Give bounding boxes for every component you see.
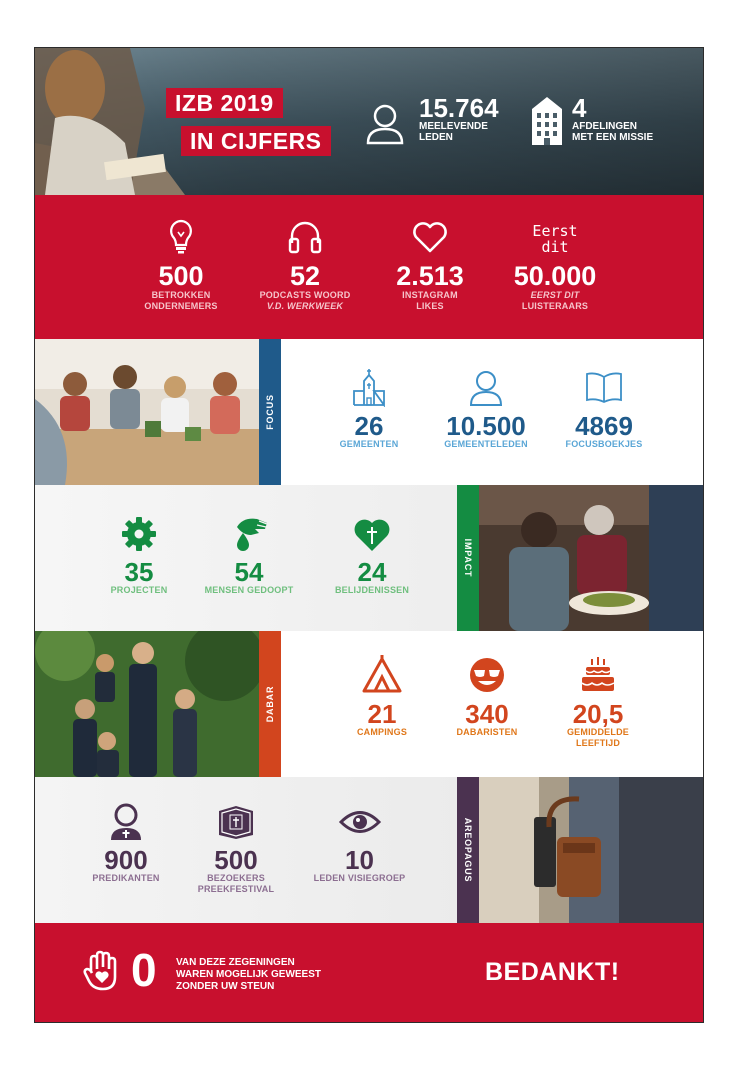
eerst-dit-logo-line-2: dit (541, 238, 569, 256)
instagram-label-2: LIKES (416, 300, 444, 311)
age-label-2: LEEFTIJD (575, 737, 621, 748)
focus-photo (35, 339, 259, 485)
tent-icon (362, 655, 402, 695)
dabarists-stat (437, 655, 537, 738)
podcasts-label-1: PODCASTS WOORD (259, 290, 351, 300)
instagram-label-1: INSTAGRAM (402, 290, 458, 300)
impact-band (35, 485, 703, 631)
heart-icon (411, 219, 449, 255)
book-icon (584, 369, 624, 407)
age-stat (543, 655, 653, 748)
departments-stat (572, 95, 653, 143)
focus-tab (259, 339, 281, 485)
members-value: 15.764 (419, 93, 499, 123)
dabar-photo (35, 631, 259, 777)
highlights-band (35, 195, 703, 339)
projects-stat (89, 515, 189, 596)
entrepreneurs-label-2: ONDERNEMERS (144, 300, 218, 311)
confessions-value: 24 (357, 557, 387, 587)
congregations-value: 26 (354, 411, 384, 441)
footer-text-line-3: ZONDER UW STEUN (176, 981, 275, 992)
gear-icon (120, 515, 158, 553)
confessions-stat (317, 515, 427, 596)
members-focus-value: 10.500 (446, 411, 526, 441)
pastors-value: 900 (104, 845, 148, 875)
projects-value: 35 (124, 557, 154, 587)
pastor-icon (107, 803, 145, 841)
heart-cross-icon (353, 515, 391, 553)
pastors-stat (71, 803, 181, 884)
podcasts-stat (245, 219, 365, 311)
dabar-tab (259, 631, 281, 777)
dabarists-value: 340 (465, 699, 509, 729)
smiley-sunglasses-icon (467, 655, 507, 695)
entrepreneurs-label-1: BETROKKEN (151, 290, 211, 300)
podcasts-label-2: V.D. WERKWEEK (266, 300, 344, 311)
pastors-label: PREDIKANTEN (92, 873, 160, 883)
eerst-dit-stat (500, 219, 610, 311)
booklets-label: FOCUSBOEKJES (565, 439, 643, 449)
age-value: 20,5 (572, 699, 624, 729)
departments-value: 4 (572, 93, 587, 123)
areopagus-tab-label: AREOPAGUS (463, 817, 473, 883)
lightbulb-icon (169, 219, 193, 255)
title-line-2: IN CIJFERS (181, 126, 331, 156)
focus-tab-label: FOCUS (265, 394, 275, 430)
visiongroup-stat (297, 803, 422, 884)
members-focus-stat (431, 369, 541, 450)
visitors-label-1: BEZOEKERS (207, 873, 265, 883)
visitors-stat (181, 803, 291, 894)
dabar-tab-label: DABAR (265, 685, 275, 723)
person-icon (365, 103, 405, 145)
headphones-icon (287, 219, 323, 255)
eerst-dit-logo-line-1: Eerst (532, 222, 578, 240)
members-focus-label: GEMEENTELEDEN (444, 439, 528, 449)
dabarists-label: DABARISTEN (456, 727, 518, 737)
booklets-value: 4869 (575, 411, 633, 441)
impact-tab (457, 485, 479, 631)
dabar-band (35, 631, 703, 777)
baptism-hand-icon (229, 515, 269, 553)
birthday-cake-icon (578, 655, 618, 695)
congregations-label: GEMEENTEN (339, 439, 399, 449)
infographic-poster (35, 48, 703, 1022)
departments-label-2: MET EEN MISSIE (572, 132, 654, 143)
person-icon (468, 369, 504, 407)
confessions-label: BELIJDENISSEN (334, 585, 410, 595)
areopagus-tab (457, 777, 479, 923)
hand-heart-icon (83, 949, 125, 993)
visiongroup-label: LEDEN VISIEGROEP (313, 873, 406, 883)
campings-label: CAMPINGS (356, 727, 408, 737)
campings-stat (332, 655, 432, 738)
departments-label-1: AFDELINGEN (572, 121, 637, 132)
areopagus-photo (479, 777, 703, 923)
instagram-stat (380, 219, 480, 311)
impact-photo (479, 485, 703, 631)
campings-value: 21 (367, 699, 397, 729)
visitors-label-2: PREEKFESTIVAL (197, 883, 275, 894)
instagram-value: 2.513 (396, 261, 464, 291)
bible-icon (216, 803, 256, 841)
footer-band (35, 923, 703, 1022)
footer-text (176, 957, 376, 993)
church-icon (352, 369, 386, 407)
title-line-1: IZB 2019 (166, 88, 283, 118)
booklets-stat (549, 369, 659, 450)
members-stat (419, 95, 499, 143)
eerst-dit-logo (500, 219, 610, 263)
members-label-1: MEELEVENDE (419, 121, 488, 132)
baptisms-value: 54 (234, 557, 264, 587)
building-icon (532, 97, 562, 145)
entrepreneurs-stat (131, 219, 231, 311)
footer-value: 0 (131, 944, 157, 996)
footer-text-line-2: WAREN MOGELIJK GEWEEST (176, 969, 322, 980)
visitors-value: 500 (214, 845, 258, 875)
entrepreneurs-value: 500 (158, 261, 204, 291)
eerst-dit-value: 50.000 (513, 261, 597, 291)
thanks-heading: BEDANKT! (485, 958, 620, 986)
podcasts-value: 52 (289, 261, 321, 291)
eye-icon (339, 803, 381, 841)
header-band (35, 48, 703, 195)
projects-label: PROJECTEN (110, 585, 168, 595)
age-label-1: GEMIDDELDE (566, 727, 629, 737)
members-label-2: LEDEN (419, 132, 453, 143)
baptisms-label: MENSEN GEDOOPT (204, 585, 294, 595)
congregations-stat (319, 369, 419, 450)
focus-band (35, 339, 703, 485)
baptisms-stat (193, 515, 305, 596)
areopagus-band (35, 777, 703, 923)
eerst-dit-label-2: LUISTERAARS (521, 300, 589, 311)
impact-tab-label: IMPACT (463, 538, 473, 578)
eerst-dit-label-1: EERST DIT (530, 290, 580, 300)
visiongroup-value: 10 (345, 845, 374, 875)
footer-text-line-1: VAN DEZE ZEGENINGEN (176, 957, 295, 968)
